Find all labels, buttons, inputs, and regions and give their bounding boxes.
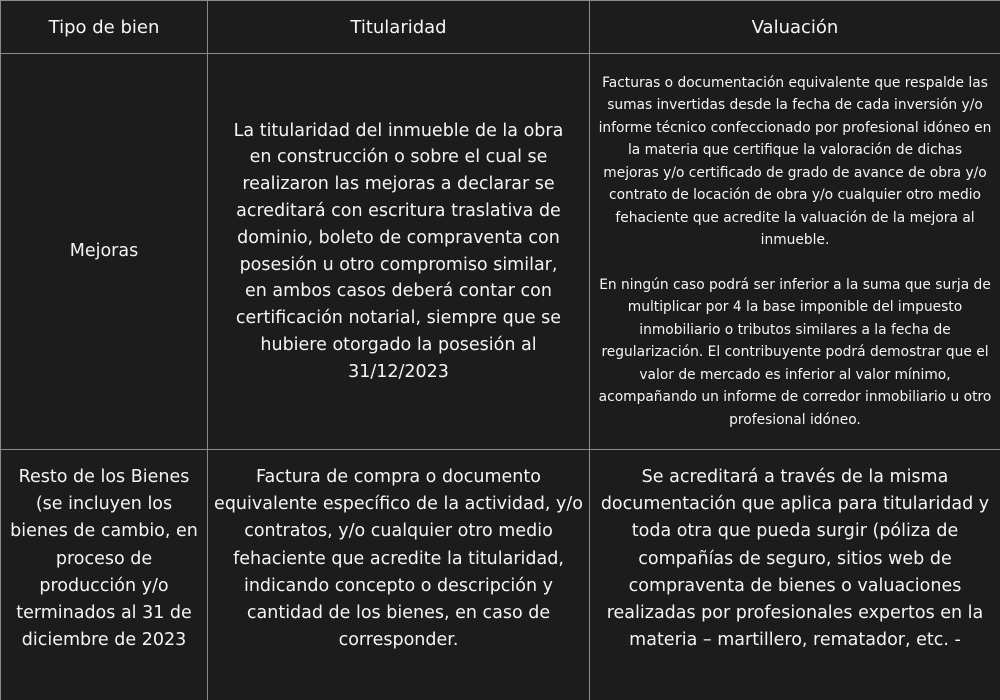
cell-titularidad-mejoras: La titularidad del inmueble de la obra en construcción o sobre el cual se realizaron las mejoras a declarar se acreditará con escritura traslativa de dominio, boleto de compraventa con posesión u otro compromiso similar, en ambos casos deberá contar con certificación notarial, siempre que se hubiere otorgado la posesión al 31/12/2023: [208, 54, 590, 450]
valuacion-paragraph-2: En ningún caso podrá ser inferior a la suma que surja de multiplicar por 4 la base imponible del impuesto inmobiliario o tributos similares a la fecha de regularización. El contribuyente podrá demostrar que el valor de mercado es inferior al valor mínimo, acompañando un informe de corredor inmobiliario u otro profesional idóneo.: [598, 276, 992, 428]
header-tipo-de-bien: Tipo de bien: [1, 1, 208, 54]
cell-valuacion-resto-bienes: Se acreditará a través de la misma documentación que aplica para titularidad y toda otra que pueda surgir (póliza de compañías de seguro, sitios web de compraventa de bienes o valuaciones realizadas por profesionales expertos en la materia – martillero, rematador, etc. -: [590, 450, 1000, 700]
header-row: [1, 1, 1000, 54]
header-valuacion: Valuación: [590, 1, 1000, 54]
cell-titularidad-resto-bienes: Factura de compra o documento equivalente específico de la actividad, y/o contratos, y/o cualquier otro medio fehaciente que acredite la titularidad, indicando concepto o descripción y cantidad de los bienes, en caso de corresponder.: [208, 450, 590, 700]
cell-tipo-mejoras: Mejoras: [1, 54, 208, 450]
cell-tipo-resto-bienes: Resto de los Bienes (se incluyen los bienes de cambio, en proceso de producción y/o terminados al 31 de diciembre de 2023: [1, 450, 208, 700]
table-row: [1, 54, 1000, 450]
valuacion-paragraph-1: Facturas o documentación equivalente que respalde las sumas invertidas desde la fecha de cada inversión y/o informe técnico confeccionado por profesional idóneo en la materia que certifique la valoración de dichas mejoras y/o certificado de grado de avance de obra y/o contrato de locación de obra y/o cualquier otro medio fehaciente que acredite la valuación de la mejora al inmueble.: [598, 74, 992, 249]
cell-valuacion-mejoras: [590, 54, 1000, 450]
table-row: [1, 450, 1000, 700]
header-titularidad: Titularidad: [208, 1, 590, 54]
